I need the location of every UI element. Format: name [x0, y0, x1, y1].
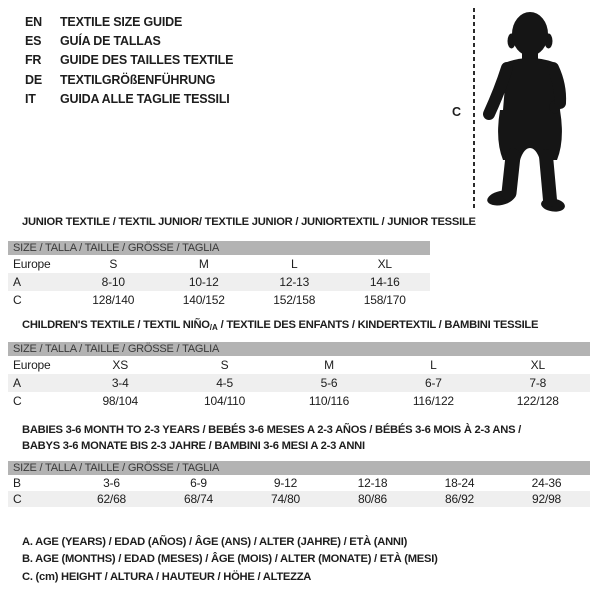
row-label: A	[13, 275, 21, 289]
table-cell: 86/92	[444, 492, 475, 506]
junior-table-title: JUNIOR TEXTILE / TEXTIL JUNIOR/ TEXTILE JUNIOR / JUNIORTEXTIL / JUNIOR TESSILE	[22, 216, 476, 228]
table-cell: 12-13	[279, 275, 310, 289]
table-cell: 14-16	[369, 275, 400, 289]
table-row-height	[8, 291, 430, 309]
table-row-height	[8, 392, 590, 410]
language-code: DE	[25, 72, 42, 87]
babies-title-line1: BABIES 3-6 MONTH TO 2-3 YEARS / BEBÉS 3-6 MESES A 2-3 AÑOS / BÉBÉS 3-6 MOIS À 2-3 ANS /	[22, 424, 522, 436]
babies-table-title	[22, 423, 521, 454]
size-header-bar: SIZE / TALLA / TAILLE / GRÖSSE / TAGLIA	[8, 241, 430, 255]
language-row-de	[25, 70, 233, 89]
table-row-age	[8, 374, 590, 392]
size-header-bar: SIZE / TALLA / TAILLE / GRÖSSE / TAGLIA	[8, 342, 590, 356]
row-label: Europe	[13, 257, 51, 271]
table-cell: XS	[112, 358, 128, 372]
language-code: FR	[25, 53, 42, 68]
language-row-es	[25, 31, 233, 50]
babies-title-line2: BABYS 3-6 MONATE BIS 2-3 JAHRE / BAMBINI 3-6 MESI A 2-3 ANNI	[22, 439, 365, 452]
children-title-post: / TEXTILE DES ENFANTS / KINDERTEXTIL / BAMBINI TESSILE	[217, 319, 539, 331]
table-row-age	[8, 273, 430, 291]
language-code: ES	[25, 33, 42, 48]
row-label: C	[13, 293, 22, 307]
size-header-bar: SIZE / TALLA / TAILLE / GRÖSSE / TAGLIA	[8, 461, 590, 475]
table-cell: XL	[377, 257, 392, 271]
table-cell: L	[430, 358, 437, 372]
table-row-months	[8, 475, 590, 491]
row-label: A	[13, 376, 21, 390]
table-cell: 9-12	[273, 476, 298, 490]
table-cell: 122/128	[516, 394, 559, 408]
row-label: C	[13, 492, 22, 506]
table-cell: 110/116	[308, 394, 350, 408]
language-row-fr	[25, 51, 233, 70]
row-label: B	[13, 476, 21, 490]
table-cell: 62/68	[96, 492, 127, 506]
table-cell: 8-10	[101, 275, 125, 289]
table-row-height	[8, 491, 590, 507]
table-cell: 10-12	[188, 275, 219, 289]
table-row-europe	[8, 356, 590, 374]
height-dotted-line	[473, 8, 475, 208]
row-label: C	[13, 394, 22, 408]
table-cell: 3-4	[111, 376, 129, 390]
table-cell: M	[324, 358, 334, 372]
table-cell: 4-5	[216, 376, 233, 390]
junior-table	[8, 241, 430, 309]
babies-table	[8, 461, 590, 507]
table-row-europe	[8, 255, 430, 273]
language-row-it	[25, 89, 233, 108]
footnotes	[22, 534, 438, 586]
table-cell: 98/104	[102, 394, 138, 408]
table-cell: 3-6	[103, 476, 120, 490]
table-cell: 74/80	[270, 492, 301, 506]
table-cell: S	[220, 358, 229, 372]
language-code: EN	[25, 14, 42, 29]
language-row-en	[25, 12, 233, 31]
children-table-title	[22, 318, 538, 336]
row-label: Europe	[13, 358, 51, 372]
children-title-pre: CHILDREN'S TEXTILE / TEXTIL NIÑO	[22, 319, 210, 331]
table-cell: 80/86	[357, 492, 388, 506]
baby-silhouette-icon	[480, 10, 568, 212]
footnote-age-months: B. AGE (MONTHS) / EDAD (MESES) / ÂGE (MOIS) / ALTER (MONATE) / ETÀ (MESI)	[22, 553, 438, 566]
footnote-height: C. (cm) HEIGHT / ALTURA / HAUTEUR / HÖHE / ALTEZZA	[22, 570, 312, 583]
table-cell: 5-6	[320, 376, 338, 390]
table-cell: 18-24	[444, 476, 475, 490]
language-label: TEXTILGRÖßENFÜHRUNG	[60, 72, 216, 87]
table-cell: 24-36	[531, 476, 562, 490]
language-code: IT	[25, 91, 36, 106]
table-cell: 6-9	[190, 476, 207, 490]
table-cell: 7-8	[529, 376, 547, 390]
table-cell: 158/170	[363, 293, 406, 307]
table-cell: L	[291, 257, 298, 271]
table-cell: 140/152	[182, 293, 225, 307]
table-cell: 68/74	[183, 492, 214, 506]
language-label: GUIDA ALLE TAGLIE TESSILI	[60, 91, 230, 106]
table-cell: XL	[530, 358, 545, 372]
table-cell: 92/98	[531, 492, 562, 506]
children-table	[8, 342, 590, 410]
language-label: TEXTILE SIZE GUIDE	[60, 14, 183, 29]
table-cell: 152/158	[273, 293, 316, 307]
height-measure-label: C	[452, 105, 462, 119]
language-label: GUÍA DE TALLAS	[60, 33, 161, 48]
language-list	[25, 12, 233, 108]
footnote-age-years: A. AGE (YEARS) / EDAD (AÑOS) / ÂGE (ANS) / ALTER (JAHRE) / ETÀ (ANNI)	[22, 536, 408, 548]
language-label: GUIDE DES TAILLES TEXTILE	[60, 53, 234, 68]
table-cell: 6-7	[424, 376, 442, 390]
children-title-sub: /A	[209, 323, 218, 332]
table-cell: 128/140	[92, 293, 135, 307]
table-cell: 104/110	[204, 394, 246, 408]
table-cell: 12-18	[357, 476, 388, 490]
table-cell: S	[109, 257, 118, 271]
table-cell: M	[198, 257, 209, 271]
table-cell: 116/122	[412, 394, 454, 408]
